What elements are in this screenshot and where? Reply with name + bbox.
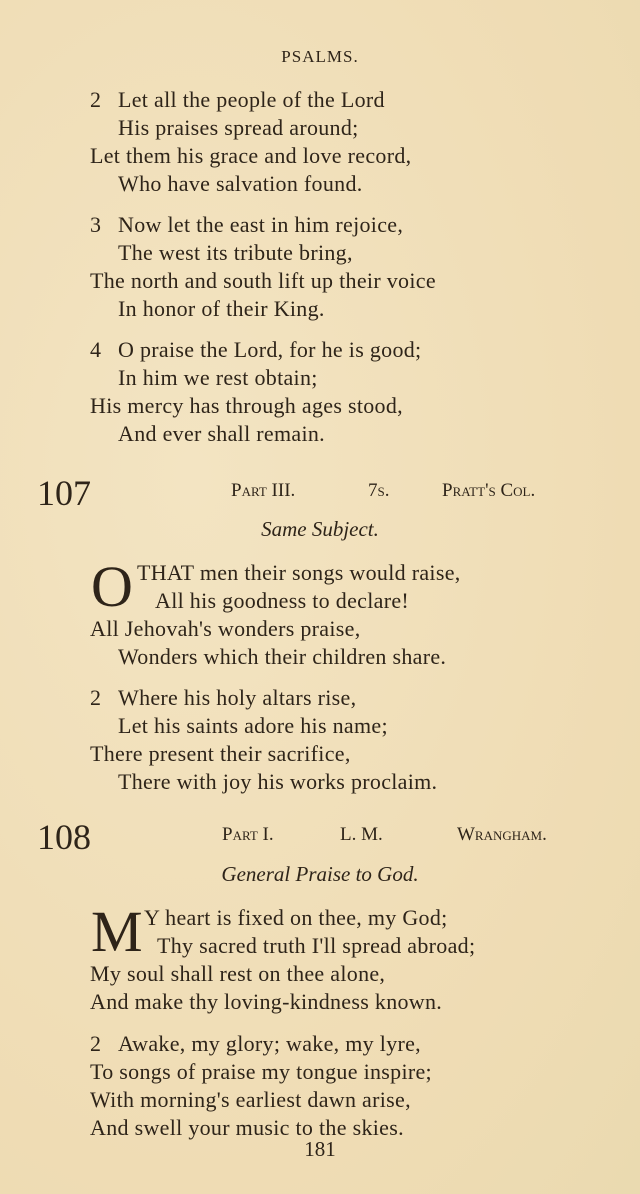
hymn-subject: General Praise to God. [221, 862, 419, 886]
verse-line: And swell your music to the skies. [90, 1115, 404, 1140]
verse-line: In honor of their King. [118, 296, 325, 321]
verse-line: His mercy has through ages stood, [90, 393, 403, 418]
verse-line: THAT men their songs would raise, [137, 560, 461, 585]
verse-line: The west its tribute bring, [118, 240, 353, 265]
verse-line: Let them his grace and love record, [90, 143, 412, 168]
verse-line: Let his saints adore his name; [118, 713, 388, 738]
verse-line: My soul shall rest on thee alone, [90, 961, 386, 986]
stanza-number: 4 [90, 337, 102, 362]
drop-cap: M [91, 899, 143, 964]
page-number: 181 [304, 1137, 336, 1161]
verse-line: And make thy loving-kindness known. [90, 989, 443, 1014]
stanza-number: 2 [90, 1031, 102, 1056]
verse-line: All Jehovah's wonders praise, [90, 616, 361, 641]
verse-line: Thy sacred truth I'll spread abroad; [157, 933, 476, 958]
verse-line: 3 Now let the east in him rejoice, [90, 212, 404, 237]
hymn-meter: 7s. [368, 480, 390, 501]
verse-line: 2 Awake, my glory; wake, my lyre, [90, 1031, 421, 1056]
hymn-meter: L. M. [340, 824, 383, 845]
verse-line: In him we rest obtain; [118, 365, 318, 390]
hymn-number: 108 [37, 817, 91, 857]
verse-line: There with joy his works proclaim. [118, 769, 438, 794]
verse-line: There present their sacrifice, [90, 741, 351, 766]
drop-cap: O [91, 554, 133, 619]
verse-line: 4 O praise the Lord, for he is good; [90, 337, 422, 362]
stanza-number: 2 [90, 87, 102, 112]
verse-line: To songs of praise my tongue inspire; [90, 1059, 432, 1084]
stanza-number: 3 [90, 212, 102, 237]
verse-line: The north and south lift up their voice [90, 268, 436, 293]
verse-line: And ever shall remain. [118, 421, 325, 446]
hymn-author: Pratt's Col. [442, 480, 536, 501]
verse-line: With morning's earliest dawn arise, [90, 1087, 411, 1112]
stanza-number: 2 [90, 685, 102, 710]
hymn-subject: Same Subject. [261, 517, 379, 541]
hymn-part: Part III. [231, 480, 296, 501]
hymn-part: Part I. [222, 824, 274, 845]
verse-line: 2 Where his holy altars rise, [90, 685, 357, 710]
running-head: PSALMS. [281, 47, 359, 66]
verse-line: All his goodness to declare! [155, 588, 410, 613]
hymn-number: 107 [37, 473, 91, 513]
verse-line: 2 Let all the people of the Lord [90, 87, 385, 112]
verse-line: Y heart is fixed on thee, my God; [144, 905, 448, 930]
verse-line: Who have salvation found. [118, 171, 363, 196]
verse-line: His praises spread around; [118, 115, 359, 140]
hymn-author: Wrangham. [457, 824, 547, 845]
verse-line: Wonders which their children share. [118, 644, 447, 669]
